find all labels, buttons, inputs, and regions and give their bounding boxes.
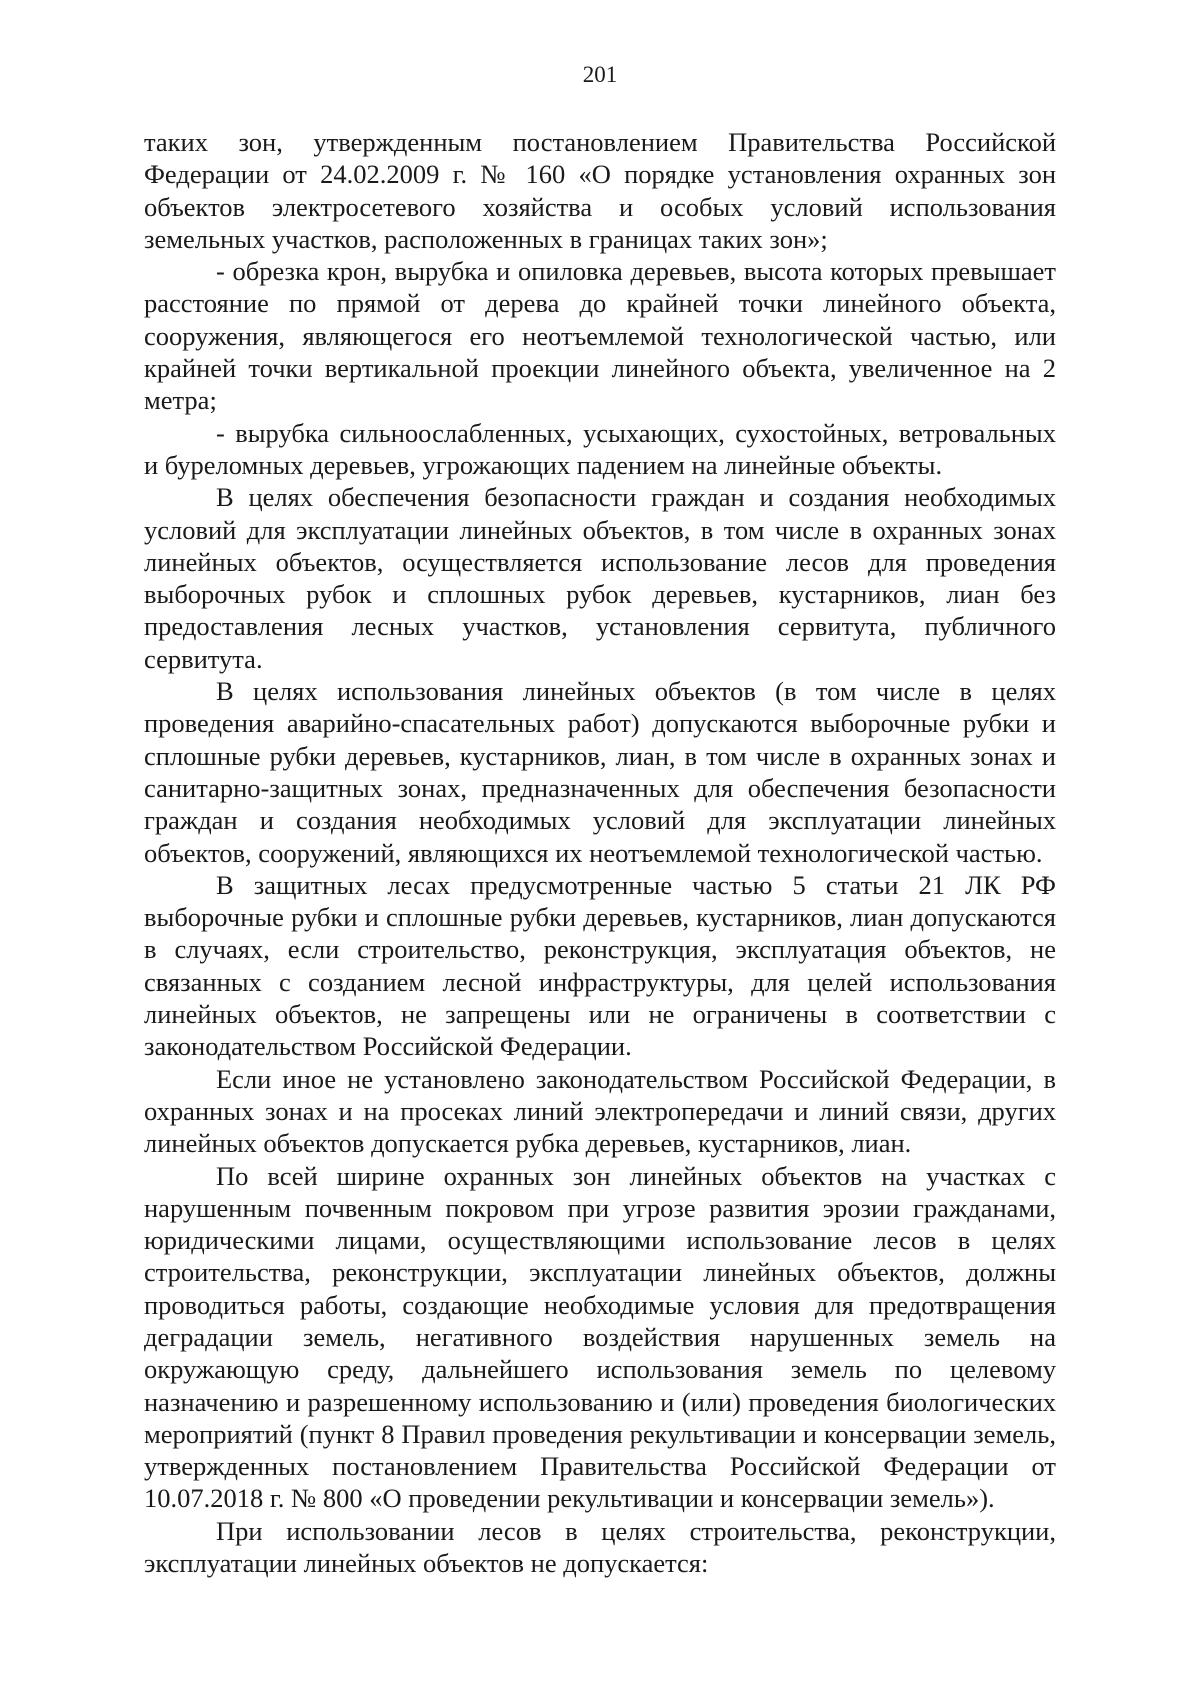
page-number: 201: [582, 62, 618, 87]
paragraph-power-line-clearings: Если иное не установлено законодательством Российской Федерации, в охранных зонах и на просеках линий электропередачи и линий связи, других линейных объектов допускается рубка деревьев, кустарников, лиан.: [144, 1063, 1056, 1159]
paragraph-protective-forests: В защитных лесах предусмотренные частью 5 статьи 21 ЛК РФ выборочные рубки и сплошные рубки деревьев, кустарников, лиан допускаются в случаях, если строительство, реконструкция, эксплуатация объектов, не связанных с созданием лесной инфраструктуры, для целей использования линейных объектов, не запрещены или не ограничены в соответствии с законодательством Российской Федерации.: [144, 869, 1056, 1062]
paragraph-emergency-works: В целях использования линейных объектов (в том числе в целях проведения аварийно-спасательных работ) допускаются выборочные рубки и сплошные рубки деревьев, кустарников, лиан, в том числе в охранных зонах и санитарно-защитных зонах, предназначенных для обеспечения безопасности граждан и создания необходимых условий для эксплуатации линейных объектов, сооружений, являющихся их неотъемлемой технологической частью.: [144, 676, 1056, 868]
list-item-weakened-trees: - вырубка сильноослабленных, усыхающих, сухостойных, ветровальных и буреломных деревьев, угрожающих падением на линейные объекты.: [144, 417, 1056, 480]
paragraph-prohibitions-intro: При использовании лесов в целях строительства, реконструкции, эксплуатации линейных объектов не допускается:: [144, 1515, 1056, 1579]
list-item-crown-trimming: - обрезка крон, вырубка и опиловка деревьев, высота которых превышает расстояние по прямой от дерева до крайней точки линейного объекта, сооружения, являющегося его неотъемлемой технологической частью, или крайней точки вертикальной проекции линейного объекта, увеличенное на 2 метра;: [144, 256, 1056, 416]
paragraph-safety: В целях обеспечения безопасности граждан и создания необходимых условий для эксплуатации линейных объектов, в том числе в охранных зонах линейных объектов, осуществляется использование лесов для проведения выборочных рубок и сплошных рубок деревьев, кустарников, лиан без предоставления лесных участков, установления сервитута, публичного сервитута.: [144, 482, 1056, 674]
paragraph-continuation: таких зон, утвержденным постановлением Правительства Российской Федерации от 24.02.2009 г. № 160 «О порядке установления охранных зон объектов электросетевого хозяйства и особых условий использования земельных участков, расположенных в границах таких зон»;: [144, 127, 1056, 254]
document-body: [144, 126, 1056, 1579]
paragraph-soil-erosion: По всей ширине охранных зон линейных объектов на участках с нарушенным почвенным покровом при угрозе развития эрозии гражданами, юридическими лицами, осуществляющими использование лесов в целях строительства, реконструкции, эксплуатации линейных объектов, должны проводиться работы, создающие необходимые условия для предотвращения деградации земель, негативного воздействия нарушенных земель на окружающую среду, дальнейшего использования земель по целевому назначению и разрешенному использованию и (или) проведения биологических мероприятий (пункт 8 Правил проведения рекультивации и консервации земель, утвержденных постановлением Правительства Российской Федерации от 10.07.2018 г. № 800 «О проведении рекультивации и консервации земель»).: [144, 1160, 1056, 1514]
